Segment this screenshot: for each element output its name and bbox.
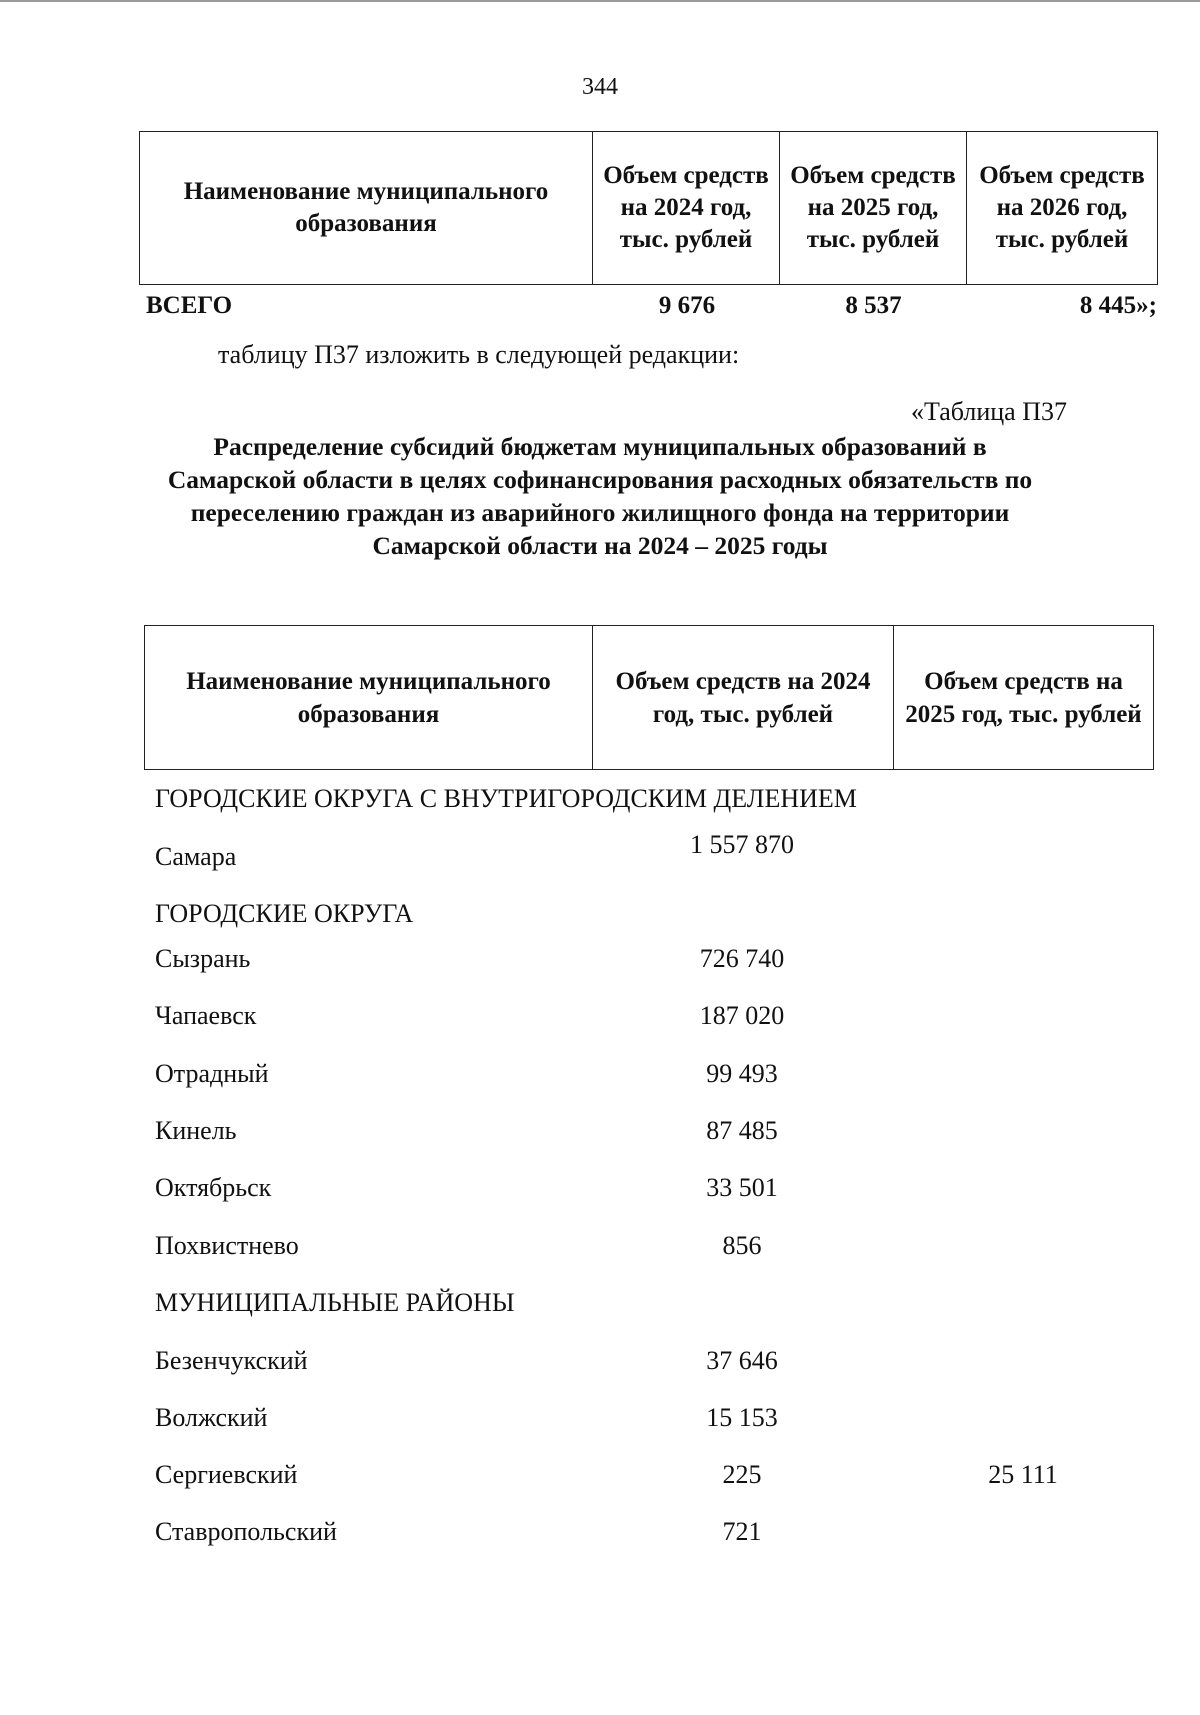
table-row <box>0 1403 1200 1443</box>
total-row <box>0 292 1200 328</box>
row-name: Кинель <box>155 1116 237 1145</box>
table-row <box>0 830 1200 870</box>
table-p37-header <box>144 625 1154 770</box>
total-2024: 9 676 <box>658 292 716 319</box>
total-2026: 8 445»; <box>1079 292 1157 319</box>
header-2024: Объем средств на 2024 год, тыс. рублей <box>593 626 894 770</box>
row-2024: 187 020 <box>699 1001 785 1030</box>
row-2025: 25 111 <box>988 1460 1058 1489</box>
row-2024: 15 153 <box>706 1403 778 1432</box>
row-name: Волжский <box>155 1403 268 1432</box>
header-2025: Объем средств на 2025 год, тыс. рублей <box>780 132 967 285</box>
table-caption: «Таблица П37 <box>911 397 1067 426</box>
row-name: Самара <box>155 842 237 871</box>
row-name: Похвистнево <box>155 1231 299 1260</box>
table-row <box>0 1517 1200 1557</box>
section-title: ГОРОДСКИЕ ОКРУГА <box>155 899 414 928</box>
row-name: Отрадный <box>155 1059 269 1088</box>
row-2024: 225 <box>722 1460 762 1489</box>
section-title: МУНИЦИПАЛЬНЫЕ РАЙОНЫ <box>155 1288 515 1317</box>
header-municipality: Наименование муниципального образования <box>140 132 593 285</box>
table-row <box>0 944 1200 984</box>
instruction-text: таблицу П37 изложить в следующей редакции: <box>218 340 740 369</box>
row-name: Октябрьск <box>155 1173 272 1202</box>
header-2025: Объем средств на 2025 год, тыс. рублей <box>894 626 1154 770</box>
table-row <box>0 1116 1200 1156</box>
row-2024: 37 646 <box>706 1346 778 1375</box>
top-rule <box>0 0 1200 2</box>
table-row <box>0 1001 1200 1041</box>
header-2026: Объем средств на 2026 год, тыс. рублей <box>967 132 1158 285</box>
total-2025: 8 537 <box>845 292 902 319</box>
row-name: Сергиевский <box>155 1460 298 1489</box>
previous-table-header <box>139 131 1158 285</box>
row-name: Безенчукский <box>155 1346 308 1375</box>
table-row <box>0 1346 1200 1386</box>
row-2024: 1 557 870 <box>690 830 794 859</box>
row-2024: 33 501 <box>706 1173 778 1202</box>
row-2024: 721 <box>722 1517 762 1546</box>
page-number: 344 <box>582 74 618 100</box>
row-2024: 99 493 <box>706 1059 778 1088</box>
row-2024: 87 485 <box>706 1116 778 1145</box>
table-title: Распределение субсидий бюджетам муниципальных образований в Самарской области в целях софинансирования расходных обязательств по переселению граждан из аварийного жилищного фонда на территории Самарской области на 2024 – 2025 годы <box>167 432 1033 560</box>
row-name: Чапаевск <box>155 1001 257 1030</box>
table-row <box>0 1173 1200 1213</box>
header-municipality: Наименование муниципального образования <box>145 626 593 770</box>
section-title: ГОРОДСКИЕ ОКРУГА С ВНУТРИГОРОДСКИМ ДЕЛЕНИЕМ <box>155 784 857 813</box>
row-name: Сызрань <box>155 944 251 973</box>
row-2024: 726 740 <box>699 944 785 973</box>
table-row <box>0 1460 1200 1500</box>
total-label: ВСЕГО <box>146 292 233 319</box>
row-2024: 856 <box>722 1231 762 1260</box>
header-2024: Объем средств на 2024 год, тыс. рублей <box>593 132 780 285</box>
row-name: Ставропольский <box>155 1517 337 1546</box>
table-row <box>0 1059 1200 1099</box>
table-row <box>0 1231 1200 1271</box>
